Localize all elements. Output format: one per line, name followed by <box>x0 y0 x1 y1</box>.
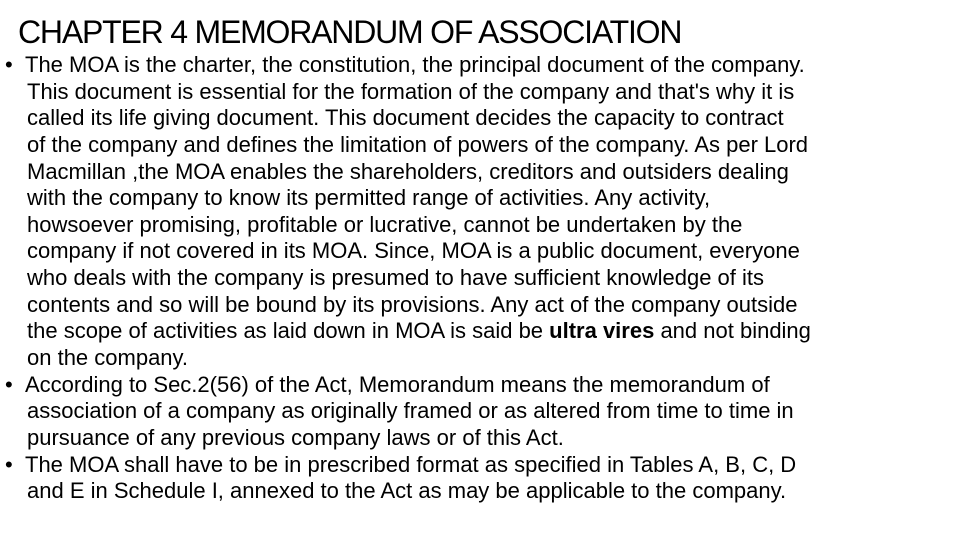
text: the scope of activities as laid down in MOA is said be <box>27 318 550 344</box>
bullet-1-line: This document is essential for the formation of the company and that's why it is <box>27 78 795 104</box>
bullet-icon: • <box>5 52 13 77</box>
bullet-1-line: of the company and defines the limitation of powers of the company. As per Lord <box>27 131 809 157</box>
bullet-1-line: howsoever promising, profitable or lucrative, cannot be undertaken by the <box>27 211 743 237</box>
bullet-2-line: association of a company as originally framed or as altered from time to time in <box>27 398 794 424</box>
slide-body <box>0 52 960 505</box>
text: The MOA is the charter, the constitution, the principal document of the company. <box>25 52 805 77</box>
bullet-3-line: and E in Schedule I, annexed to the Act as may be applicable to the company. <box>27 478 787 504</box>
bullet-2-line: pursuance of any previous company laws or of this Act. <box>27 424 564 450</box>
text: The MOA shall have to be in prescribed format as specified in Tables A, B, C, D <box>25 451 797 477</box>
bullet-1-line: who deals with the company is presumed to have sufficient knowledge of its <box>27 265 764 291</box>
text: and not binding <box>654 318 811 344</box>
bullet-1-line: contents and so will be bound by its provisions. Any act of the company outside <box>27 291 798 317</box>
bullet-3-line <box>0 452 960 479</box>
bullet-1-line: on the company. <box>27 345 189 371</box>
bullet-1-line: Macmillan ,the MOA enables the shareholders, creditors and outsiders dealing <box>27 158 789 184</box>
bullet-1-line <box>0 318 960 345</box>
slide-title: CHAPTER 4 MEMORANDUM OF ASSOCIATION <box>18 14 682 50</box>
bullet-1-line: company if not covered in its MOA. Since, MOA is a public document, everyone <box>27 238 800 264</box>
text: According to Sec.2(56) of the Act, Memorandum means the memorandum of <box>25 371 770 397</box>
bullet-icon: • <box>5 371 13 397</box>
bullet-1-line: called its life giving document. This document decides the capacity to contract <box>27 105 784 131</box>
bullet-2-line <box>0 372 960 399</box>
bullet-1-line <box>0 52 960 79</box>
bullet-icon: • <box>5 451 13 477</box>
bold-term-ultra-vires: ultra vires <box>549 318 655 344</box>
bullet-1-line: with the company to know its permitted range of activities. Any activity, <box>27 185 711 211</box>
